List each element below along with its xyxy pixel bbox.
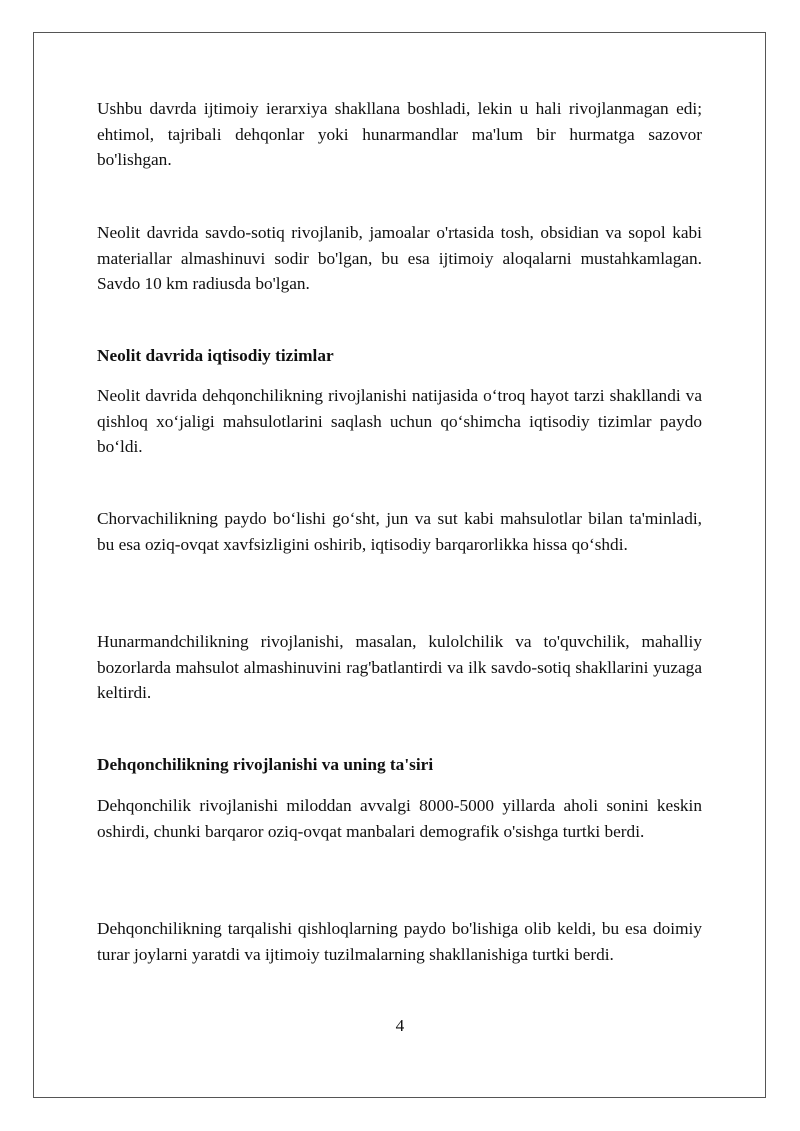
- paragraph-population-growth: Dehqonchilik rivojlanishi miloddan avvalgi 8000-5000 yillarda aholi sonini keskin oshirdi, chunki barqaror oziq-ovqat manbalari demografik o'sishga turtki berdi.: [97, 796, 702, 841]
- paragraph-villages: Dehqonchilikning tarqalishi qishloqlarning paydo bo'lishiga olib keldi, bu esa doimiy turar joylarni yaratdi va ijtimoiy tuzilmalarning shakllanishiga turtki berdi.: [97, 919, 702, 964]
- paragraph-neolithic-trade: Neolit davrida savdo-sotiq rivojlanib, jamoalar o'rtasida tosh, obsidian va sopol kabi materiallar almashinuvi sodir bo'lgan, bu esa ijtimoiy aloqalarni mustahkamlagan. Savdo 10 km radiusda bo'lgan.: [97, 223, 702, 293]
- paragraph-livestock: Chorvachilikning paydo bo‘lishi go‘sht, jun va sut kabi mahsulotlar bilan ta'minladi, bu esa oziq-ovqat xavfsizligini oshirib, iqtisodiy barqarorlikka hissa qo‘shdi.: [97, 509, 702, 554]
- paragraph-social-hierarchy: Ushbu davrda ijtimoiy ierarxiya shakllana boshladi, lekin u hali rivojlanmagan edi; ehtimol, tajribali dehqonlar yoki hunarmandlar ma'lum bir hurmatga sazovor bo'lishgan.: [97, 99, 702, 169]
- page-number: 4: [395, 1016, 405, 1035]
- section-heading-economic-systems: Neolit davrida iqtisodiy tizimlar: [97, 346, 334, 365]
- paragraph-sedentary-life: Neolit davrida dehqonchilikning rivojlanishi natijasida o‘troq hayot tarzi shakllandi va qishloq xo‘jaligi mahsulotlarini saqlash uchun qo‘shimcha iqtisodiy tizimlar paydo bo‘ldi.: [97, 386, 702, 456]
- section-heading-farming-impact: Dehqonchilikning rivojlanishi va uning ta'siri: [97, 755, 434, 774]
- paragraph-craftsmanship: Hunarmandchilikning rivojlanishi, masalan, kulolchilik va to'quvchilik, mahalliy bozorlarda mahsulot almashinuvini rag'batlantirdi va ilk savdo-sotiq shakllarini yuzaga keltirdi.: [97, 632, 702, 702]
